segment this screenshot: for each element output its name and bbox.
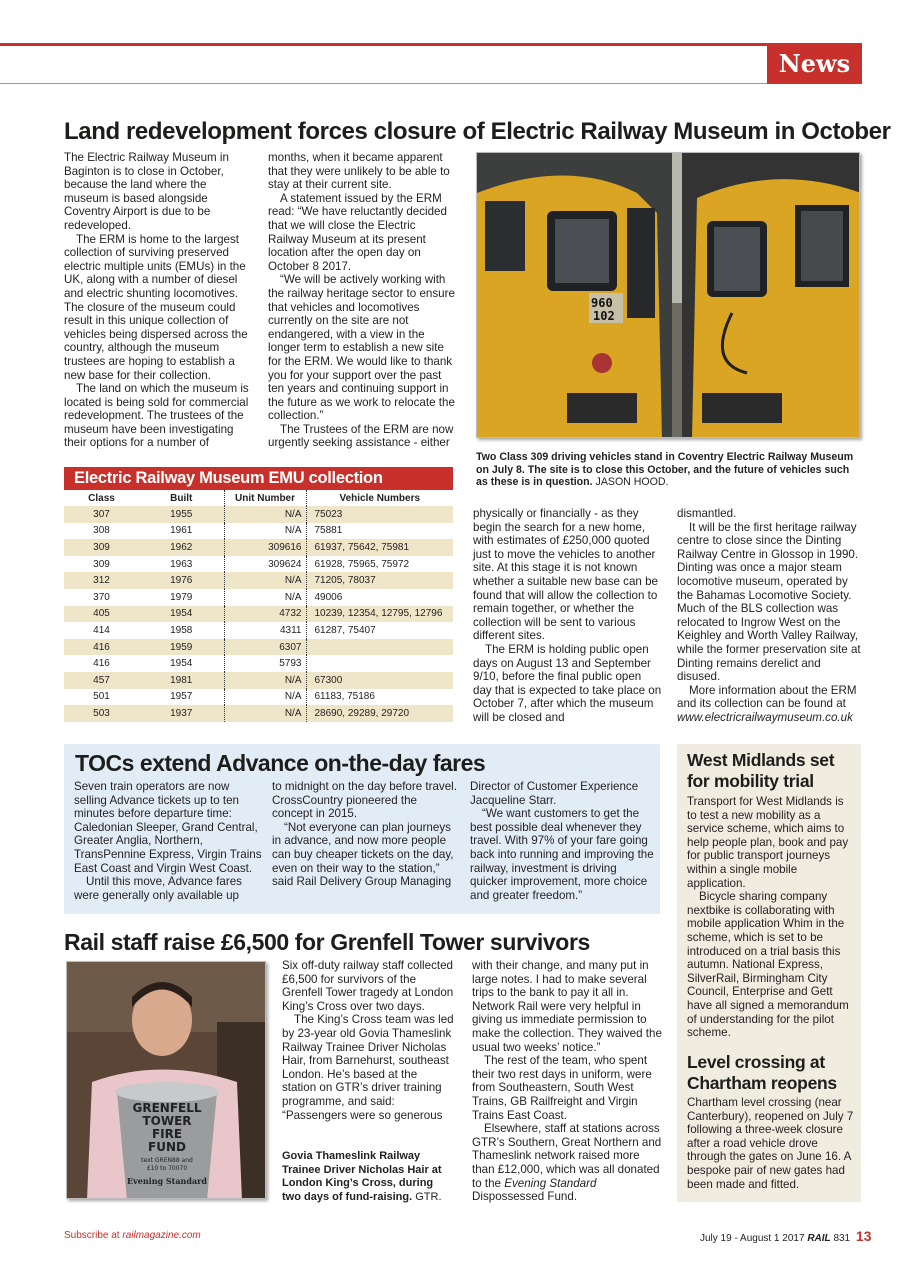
cell: N/A bbox=[224, 523, 306, 540]
sidebar-story1-headline: West Midlands set for mobility trial bbox=[687, 750, 835, 791]
news-sidebar bbox=[677, 744, 861, 1202]
paragraph: The Electric Railway Museum in Baginton is to close in October, because the land where the museum is based alongside Coventry Airport is due to be redeveloped. bbox=[64, 151, 229, 232]
cell: 416 bbox=[64, 639, 139, 656]
cell: 28690, 29289, 29720 bbox=[306, 705, 453, 722]
header-rule bbox=[0, 43, 862, 46]
cell: 1976 bbox=[139, 572, 224, 589]
toc-fares-box bbox=[64, 744, 660, 914]
unit-number-bottom: 102 bbox=[593, 309, 615, 323]
paragraph: The King’s Cross team was led by 23-year old Govia Thameslink Railway Trainee Driver Nicholas Hair, from Barnehurst, southeast London. He’s based at the station on GTR’s driver training programme, and said: “Passengers were so generous bbox=[282, 1013, 454, 1122]
cell: 71205, 78037 bbox=[306, 572, 453, 589]
cell: 503 bbox=[64, 705, 139, 722]
magazine-name: RAIL bbox=[807, 1233, 831, 1244]
paragraph: Until this move, Advance fares were generally only available up bbox=[74, 875, 242, 902]
article3-photo-caption bbox=[282, 1150, 452, 1204]
article2-column-1 bbox=[74, 780, 262, 902]
cell: N/A bbox=[224, 672, 306, 689]
cell: 309616 bbox=[224, 539, 306, 556]
bucket-line-2: TOWER bbox=[142, 1114, 192, 1128]
paragraph: with their change, and many put in large notes. I had to make several trips to the bank to pay it all in. Network Rail were very helpful in giving us immediate permission to make the collection. They waived the usual two weeks’ notice.” bbox=[472, 959, 662, 1054]
cell: 61287, 75407 bbox=[306, 622, 453, 639]
table-row bbox=[64, 523, 453, 540]
bucket-line-1: GRENFELL bbox=[132, 1101, 202, 1115]
table-row bbox=[64, 622, 453, 639]
emu-table bbox=[64, 490, 453, 722]
museum-trains-photo bbox=[476, 152, 860, 438]
table-row bbox=[64, 556, 453, 573]
cell: 501 bbox=[64, 689, 139, 706]
cell bbox=[306, 655, 453, 672]
paragraph: “We want customers to get the best possible deal whenever they travel. With 97% of your fare going back into running and improving the railway, investment is driving quicker improvement, more choice and greater freedom.” bbox=[470, 807, 654, 902]
paragraph: A statement issued by the ERM read: “We have reluctantly decided that we will close the Electric Railway Museum at its present location after the open day on October 8 2017. bbox=[268, 191, 447, 273]
paragraph: physically or financially - as they begin the search for a new home, with estimates of £250,000 quoted just to move the vehicles to another site. At this stage it is not known whether a suitable new base can be found that will allow the collection to remain together, or whether the collection will be sent to various different sites. bbox=[473, 507, 658, 643]
paragraph: months, when it became apparent that they were unlikely to be able to stay at their current site. bbox=[268, 151, 450, 192]
paragraph: The Trustees of the ERM are now urgently seeking assistance - either bbox=[268, 422, 454, 450]
paragraph: “Not everyone can plan journeys in advance, and now more people can buy cheaper tickets on the day, even on their way to the station,” said Rail Delivery Group Managing bbox=[272, 820, 454, 889]
caption-text: Two Class 309 driving vehicles stand in Coventry Electric Railway Museum on July 8. The site is to close this October, and the future of vehicles such as these is in question. bbox=[476, 451, 854, 489]
subscribe-prefix: Subscribe at bbox=[64, 1230, 120, 1241]
issue-info bbox=[700, 1228, 871, 1244]
cell: 1958 bbox=[139, 622, 224, 639]
newspaper-name: Evening Standard bbox=[504, 1176, 597, 1190]
cell: 1955 bbox=[139, 506, 224, 523]
cell: 457 bbox=[64, 672, 139, 689]
cell: 308 bbox=[64, 523, 139, 540]
caption-text: Govia Thameslink Railway Trainee Driver Nicholas Hair at London King’s Cross, during two days of fund-raising. bbox=[282, 1150, 442, 1203]
paragraph: Transport for West Midlands is to test a new mobility as a service scheme, which aims to help people plan, book and pay for public transport journeys within a single mobile application. bbox=[687, 795, 849, 890]
subscribe-note bbox=[64, 1230, 201, 1241]
bucket-small-1: text GREN88 and bbox=[141, 1157, 193, 1164]
photo-credit: JASON HOOD. bbox=[595, 476, 669, 489]
table-row bbox=[64, 639, 453, 656]
cell: 67300 bbox=[306, 672, 453, 689]
cell: N/A bbox=[224, 689, 306, 706]
col-header-built: Built bbox=[139, 490, 224, 506]
paragraph: “We will be actively working with the railway heritage sector to ensure that vehicles and locomotives currently on the site are not endangered, with a view in the longer term to establish a new site for the ERM. We would like to thank you for your support over the past ten years and continuing support in the future as we work to relocate the collection.” bbox=[268, 273, 455, 423]
table-row bbox=[64, 689, 453, 706]
unit-number-top: 960 bbox=[591, 296, 613, 310]
train-illustration bbox=[477, 153, 860, 438]
cell: 1959 bbox=[139, 639, 224, 656]
cell: 49006 bbox=[306, 589, 453, 606]
cell: 1963 bbox=[139, 556, 224, 573]
cell: 1979 bbox=[139, 589, 224, 606]
cell: N/A bbox=[224, 506, 306, 523]
col-header-vehicles: Vehicle Numbers bbox=[306, 490, 453, 506]
museum-url bbox=[677, 711, 863, 725]
paragraph: to midnight on the day before travel. CrossCountry pioneered the concept in 2015. bbox=[272, 780, 457, 821]
cell: N/A bbox=[224, 705, 306, 722]
page-number: 13 bbox=[855, 1228, 872, 1244]
fundraiser-illustration bbox=[67, 962, 266, 1199]
paragraph: The ERM is holding public open days on August 13 and September 9/10, before the final public open day that is expected to take place on October 7, after which the museum will be closed and bbox=[473, 642, 662, 724]
cell: 6307 bbox=[224, 639, 306, 656]
cell bbox=[306, 639, 453, 656]
article1-photo-caption bbox=[476, 451, 862, 489]
bucket-line-4: FUND bbox=[148, 1140, 186, 1154]
article1-column-2 bbox=[268, 151, 456, 450]
bucket-small-2: £10 to 70070 bbox=[146, 1165, 188, 1172]
paragraph: Six off-duty railway staff collected £6,500 for survivors of the Grenfell Tower tragedy at London King’s Cross over two days. bbox=[282, 959, 454, 1013]
paragraph: The land on which the museum is located is being sold for commercial redevelopment. The trustees of the museum have been investigating their options for a number of bbox=[64, 382, 249, 450]
cell: 61928, 75965, 75972 bbox=[306, 556, 453, 573]
article3-column-2 bbox=[472, 959, 662, 1204]
cell: 1954 bbox=[139, 606, 224, 623]
subscribe-link[interactable]: railmagazine.com bbox=[122, 1230, 201, 1241]
cell: 309 bbox=[64, 539, 139, 556]
article3-headline: Rail staff raise £6,500 for Grenfell Tower survivors bbox=[64, 929, 590, 955]
bucket-logo: Evening Standard bbox=[127, 1176, 207, 1186]
text-run: Dispossessed Fund. bbox=[472, 1190, 578, 1204]
cell: 1954 bbox=[139, 655, 224, 672]
col-header-class: Class bbox=[64, 490, 139, 506]
paragraph: It will be the first heritage railway centre to close since the Dinting Railway Centre in Glossop in 1990. Dinting was once a major steam locomotive museum, operated by the Bahamas Locomotive Society. Much of the BLS collection was relocated to Ingrow West on the Keighley and Worth Valley Railway, while the former preservation site at Dinting remains derelict and disused. bbox=[677, 520, 861, 684]
table-row bbox=[64, 539, 453, 556]
table-row bbox=[64, 655, 453, 672]
paragraph: Bicycle sharing company nextbike is collaborating with mobile application Whim in the scheme, which is set to be introduced on a trial basis this autumn. National Express, SilverRail, Birmingham City Council, Enterprise and Gett have all signed a memorandum of understanding for the pilot scheme. bbox=[687, 890, 849, 1040]
table-row bbox=[64, 606, 453, 623]
article2-headline: TOCs extend Advance on-the-day fares bbox=[75, 750, 486, 776]
cell: 414 bbox=[64, 622, 139, 639]
table-row bbox=[64, 572, 453, 589]
paragraph: dismantled. bbox=[677, 507, 737, 520]
table-title: Electric Railway Museum EMU collection bbox=[64, 467, 453, 490]
article2-column-3 bbox=[470, 780, 654, 902]
cell: 1962 bbox=[139, 539, 224, 556]
paragraph: The ERM is home to the largest collection of surviving preserved electric multiple units (EMUs) in the UK, along with a number of diesel and electric shunting locomotives. The closure of the museum could result in this unique collection of vehicles being dispersed across the country, although the museum trustees are hoping to establish a new base for their collection. bbox=[64, 232, 248, 382]
paragraph: The rest of the team, who spent their two rest days in uniform, were from Southeastern, South West Trains, GB Railfreight and Virgin Trains East Coast. bbox=[472, 1054, 652, 1122]
cell: 10239, 12354, 12795, 12796 bbox=[306, 606, 453, 623]
cell: 309624 bbox=[224, 556, 306, 573]
issue-number: 831 bbox=[833, 1233, 851, 1244]
url-text: www.electricrailwaymuseum.co.uk bbox=[677, 710, 853, 724]
cell: 4311 bbox=[224, 622, 306, 639]
article1-column-1 bbox=[64, 151, 254, 450]
cell: N/A bbox=[224, 589, 306, 606]
cell: 370 bbox=[64, 589, 139, 606]
cell: 405 bbox=[64, 606, 139, 623]
text-run: Elsewhere, staff at stations across GTR’s Southern, Great Northern and Thameslink network raised more than £12,000, which was all donated to the bbox=[472, 1122, 662, 1190]
cell: 416 bbox=[64, 655, 139, 672]
cell: 61937, 75642, 75981 bbox=[306, 539, 453, 556]
cell: 1981 bbox=[139, 672, 224, 689]
cell: 1957 bbox=[139, 689, 224, 706]
paragraph: Chartham level crossing (near Canterbury), reopened on July 7 following a three-week closure after a road vehicle drove through the gates on June 16. A bespoke pair of new gates had been made and fitted. bbox=[687, 1096, 854, 1191]
paragraph: Seven train operators are now selling Advance tickets up to ten minutes before departure time: Caledonian Sleeper, Grand Central, Greater Anglia, Northern, TransPennine Express, Virgin Trains East Coast and Virgin West Coast. bbox=[74, 780, 262, 875]
cell: 5793 bbox=[224, 655, 306, 672]
paragraph: Director of Customer Experience Jacqueline Starr. bbox=[470, 780, 639, 807]
cell: 75023 bbox=[306, 506, 453, 523]
article1-column-3 bbox=[473, 507, 663, 725]
cell: N/A bbox=[224, 572, 306, 589]
article1-headline: Land redevelopment forces closure of Electric Railway Museum in October bbox=[64, 118, 891, 145]
sidebar-story2-headline: Level crossing at Chartham reopens bbox=[687, 1052, 837, 1093]
cell: 1961 bbox=[139, 523, 224, 540]
cell: 312 bbox=[64, 572, 139, 589]
table-row bbox=[64, 705, 453, 722]
article3-column-1 bbox=[282, 959, 454, 1122]
cell: 1937 bbox=[139, 705, 224, 722]
table-header-row bbox=[64, 490, 453, 506]
bucket-line-3: FIRE bbox=[151, 1127, 183, 1141]
sidebar-story2-body bbox=[687, 1096, 857, 1191]
issue-date: July 19 - August 1 2017 bbox=[700, 1233, 805, 1244]
cell: 4732 bbox=[224, 606, 306, 623]
article1-column-4 bbox=[677, 507, 863, 725]
table-row bbox=[64, 506, 453, 523]
cell: 309 bbox=[64, 556, 139, 573]
photo-credit: GTR. bbox=[415, 1190, 442, 1203]
cell: 75881 bbox=[306, 523, 453, 540]
section-tab: News bbox=[767, 43, 862, 84]
article2-column-2 bbox=[272, 780, 460, 889]
fundraiser-photo bbox=[66, 961, 266, 1199]
header-underline bbox=[0, 83, 862, 84]
paragraph bbox=[472, 1122, 662, 1204]
cell: 307 bbox=[64, 506, 139, 523]
table-row bbox=[64, 589, 453, 606]
cell: 61183, 75186 bbox=[306, 689, 453, 706]
sidebar-story1-body bbox=[687, 795, 855, 1040]
table-row bbox=[64, 672, 453, 689]
col-header-unit: Unit Number bbox=[224, 490, 306, 506]
paragraph: More information about the ERM and its collection can be found at bbox=[677, 683, 857, 711]
emu-collection-table bbox=[64, 467, 453, 722]
